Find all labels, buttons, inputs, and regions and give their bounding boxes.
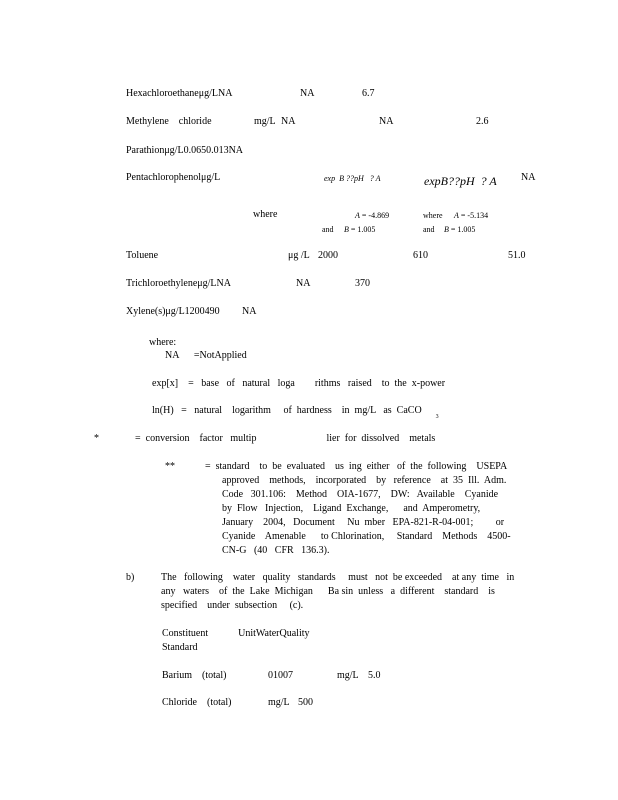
row-xylene-na: NA: [242, 306, 257, 317]
row-methylene-value: 2.6: [476, 116, 489, 127]
row-pcp-name: Pentachlorophenolμg/L: [126, 172, 221, 183]
row-tce-na: NA: [296, 278, 311, 289]
row-hexachloroethane-value: 6.7: [362, 88, 375, 99]
row-barium-name: Barium (total): [162, 670, 227, 681]
pcp-b1: B = 1.005: [344, 225, 376, 234]
notes-double-star: **: [165, 461, 175, 472]
pcp-b2: B = 1.005: [444, 225, 476, 234]
row-toluene-v1: 2000: [318, 250, 338, 261]
pcp-and-2: and: [423, 225, 435, 234]
notes-na-definition: NA =NotApplied: [165, 350, 247, 361]
table-header-1: Constituent UnitWaterQuality: [162, 628, 310, 639]
notes-exp-definition: exp[x] = base of natural loga rithms raised to the x-power: [152, 378, 446, 389]
notes-ln-definition: ln(H) = natural logarithm of hardness in mg/L as CaCO$_3$: [152, 405, 439, 420]
row-barium-unit: mg/L: [337, 670, 359, 681]
pcp-and-1: and: [322, 225, 334, 234]
section-b-line-3: specified under subsection (c).: [161, 600, 304, 611]
notes-star-definition: = conversion factor multip lier for dissolved metals: [135, 433, 436, 444]
row-chloride-unit: mg/L: [268, 697, 290, 708]
row-chloride-value: 500: [298, 697, 313, 708]
notes-where: where:: [149, 337, 177, 348]
notes-dstar-line-4: by Flow Injection, Ligand Exchange, and Amperometry,: [222, 503, 481, 514]
row-pcp-exp-small: exp B ??pH ? A: [324, 174, 381, 183]
notes-dstar-line-2: approved methods, incorporated by reference at 35 Ill. Adm.: [222, 475, 507, 486]
row-barium-code: 01007: [268, 670, 293, 681]
notes-dstar-line-7: CN-G (40 CFR 136.3).: [222, 545, 330, 556]
row-toluene-name: Toluene: [126, 250, 159, 261]
notes-dstar-line-3: Code 301.106: Method OIA-1677, DW: Available Cyanide: [222, 489, 499, 500]
row-hexachloroethane-na: NA: [300, 88, 315, 99]
section-b-line-1: The following water quality standards must not be exceeded at any time in: [161, 572, 515, 583]
pcp-a2: A = -5.134: [454, 211, 489, 220]
notes-dstar-line-5: January 2004, Document Nu mber EPA-821-R-04-001; or: [222, 517, 505, 528]
pcp-where-2: where: [423, 211, 443, 220]
section-b-line-2: any waters of the Lake Michigan Ba sin unless a different standard is: [161, 586, 495, 597]
row-tce-value: 370: [355, 278, 370, 289]
row-parathion-name: Parathionμg/L0.0650.013NA: [126, 145, 244, 156]
notes-star: *: [94, 433, 99, 444]
row-methylene-name: Methylene chloride: [126, 116, 212, 127]
row-methylene-na-b: NA: [379, 116, 394, 127]
notes-dstar-line-1: = standard to be evaluated us ing either of the following USEPA: [205, 461, 508, 472]
row-toluene-v2: 610: [413, 250, 428, 261]
pcp-a1: A = -4.869: [355, 211, 390, 220]
pcp-where-1: where: [253, 209, 278, 220]
section-b-marker: b): [126, 572, 135, 583]
row-pcp-exp-big: expB??pH ? A: [424, 174, 497, 188]
row-pcp-na: NA: [521, 172, 536, 183]
row-chloride-name: Chloride (total): [162, 697, 232, 708]
row-methylene-unit: mg/L: [254, 116, 276, 127]
row-methylene-na-a: NA: [281, 116, 296, 127]
row-tce-name: Trichloroethyleneμg/LNA: [126, 278, 231, 289]
notes-dstar-line-6: Cyanide Amenable to Chlorination, Standard Methods 4500-: [222, 531, 511, 542]
row-toluene-v3: 51.0: [508, 250, 526, 261]
table-header-2: Standard: [162, 642, 198, 653]
row-barium-value: 5.0: [368, 670, 381, 681]
row-hexachloroethane-name: Hexachloroethaneμg/LNA: [126, 88, 233, 99]
row-xylene-name: Xylene(s)μg/L1200490: [126, 306, 220, 317]
row-toluene-unit: μg /L: [288, 250, 310, 261]
